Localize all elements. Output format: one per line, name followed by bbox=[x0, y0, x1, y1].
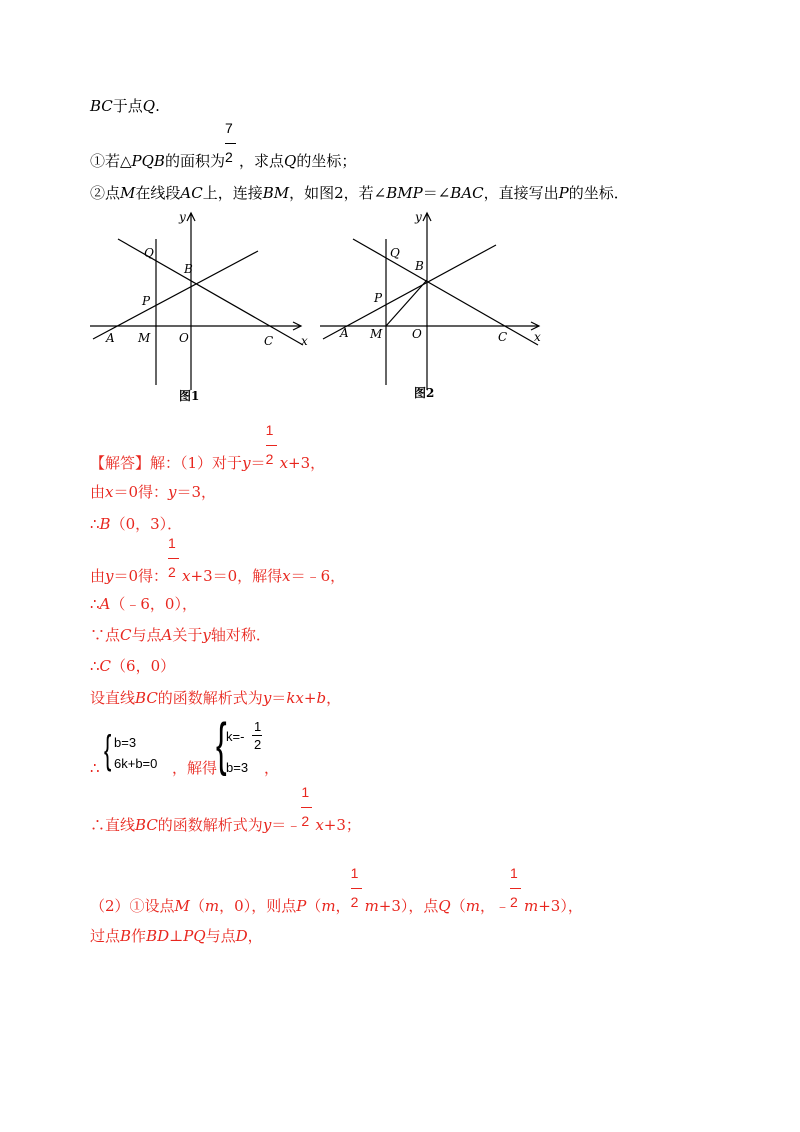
label-y: y bbox=[179, 210, 186, 224]
label-o: O bbox=[412, 327, 422, 341]
solution-line-4: 由y＝0得： $\frac{1}{2}$ x+3＝0，解得x＝﹣6， bbox=[90, 535, 346, 585]
solution-line-10: ∴直线BC的函数解析式为y＝﹣ $\frac{1}{2}$ x+3； bbox=[90, 784, 361, 834]
label-y: y bbox=[415, 210, 422, 224]
equation-system-2: { k=- 1 2 b=3 bbox=[216, 712, 262, 777]
solution-line-7: ∴C（6，0） bbox=[90, 657, 176, 675]
question-line-0: BC于点Q. bbox=[90, 97, 160, 115]
question-line-1: ①若△PQB的面积为 $\frac{7}{2}$ ，求点Q的坐标； bbox=[90, 120, 357, 170]
solution-line-2: 由x＝0得：y＝3， bbox=[90, 483, 217, 501]
label-p: P bbox=[374, 291, 383, 305]
figure-1 bbox=[88, 205, 318, 405]
label-c: C bbox=[498, 330, 508, 344]
equation-system-1: { b=3 6k+b=0 bbox=[104, 728, 158, 772]
label-q: Q bbox=[390, 246, 400, 260]
label-x: x bbox=[534, 330, 541, 344]
segment-bm bbox=[386, 280, 427, 326]
label-x: x bbox=[301, 334, 308, 348]
figure-2 bbox=[318, 205, 548, 405]
fraction-7-2: $\frac{7}{2}$ bbox=[225, 146, 239, 166]
label-o: O bbox=[179, 331, 189, 345]
solution-line-3: ∴B（0，3）． bbox=[90, 515, 183, 533]
solution-line-11: （2）①设点M（m，0），则点P（m， $\frac{1}{2}$ m+3），点Q（m，﹣ $\frac{1}{2}$ m+3）， bbox=[90, 865, 583, 915]
solution-line-12: 过点B作BD⊥PQ与点D， bbox=[90, 927, 263, 945]
solution-line-5: ∴A（﹣6，0）， bbox=[90, 595, 197, 613]
fraction-1-2: $\frac{1}{2}$ bbox=[510, 891, 524, 911]
fraction-1-2: $\frac{1}{2}$ bbox=[351, 891, 365, 911]
label-a: A bbox=[106, 331, 115, 345]
label-p: P bbox=[142, 294, 151, 308]
line-ab-2 bbox=[323, 245, 496, 339]
figure-caption-1: 图1 bbox=[179, 389, 200, 403]
fraction-1-2: $\frac{1}{2}$ bbox=[266, 448, 280, 468]
fraction-1-2: $\frac{1}{2}$ bbox=[168, 561, 182, 581]
solution-line-9-end: ， bbox=[264, 759, 280, 777]
label-a: A bbox=[340, 326, 349, 340]
figure-caption-2: 图2 bbox=[414, 386, 435, 400]
label-c: C bbox=[264, 334, 274, 348]
solution-line-9: ∴ bbox=[90, 759, 100, 777]
solution-line-8: 设直线BC的函数解析式为y＝kx+b， bbox=[90, 689, 342, 707]
fraction-1-2: $\frac{1}{2}$ bbox=[301, 810, 315, 830]
label-b: B bbox=[184, 262, 193, 276]
label-q: Q bbox=[144, 246, 154, 260]
solution-line-1: 【解答】解：（1）对于y＝ $\frac{1}{2}$ x+3， bbox=[90, 422, 326, 472]
label-m: M bbox=[370, 327, 383, 341]
label-m: M bbox=[138, 331, 151, 345]
solution-line-6: ∵点C与点A关于y轴对称． bbox=[90, 626, 271, 644]
solution-line-9-mid: ，解得 bbox=[172, 759, 218, 777]
question-line-2: ②点M在线段AC上，连接BM，如图2，若∠BMP＝∠BAC，直接写出P的坐标． bbox=[90, 184, 629, 202]
label-b: B bbox=[415, 259, 424, 273]
